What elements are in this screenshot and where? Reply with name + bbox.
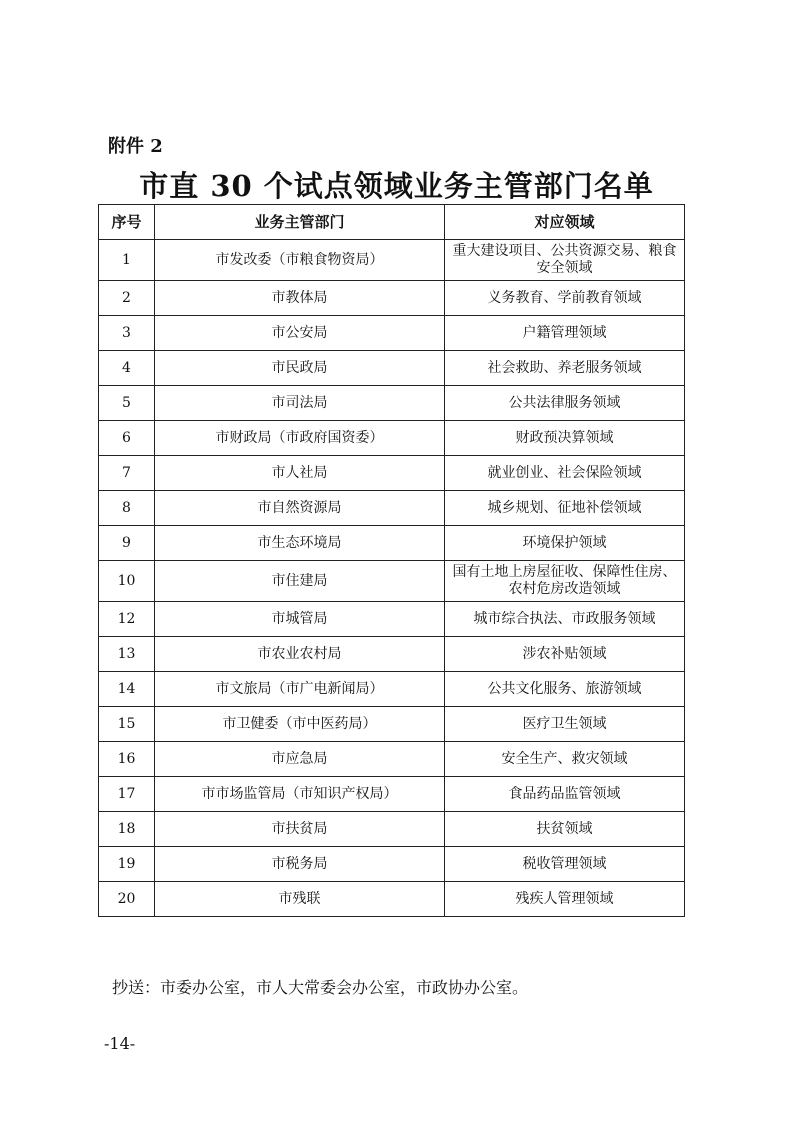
cell-no: 4 (99, 351, 155, 386)
cell-field: 安全生产、救灾领域 (445, 742, 685, 777)
cell-no: 16 (99, 742, 155, 777)
cell-department: 市农业农村局 (155, 637, 445, 672)
table-row (99, 281, 685, 316)
cell-field: 食品药品监管领域 (445, 777, 685, 812)
table-header-row (99, 205, 685, 240)
cell-field: 就业创业、社会保险领域 (445, 456, 685, 491)
cell-no: 15 (99, 707, 155, 742)
cell-department: 市城管局 (155, 602, 445, 637)
cell-field: 户籍管理领域 (445, 316, 685, 351)
cell-department: 市生态环境局 (155, 526, 445, 561)
table-row (99, 240, 685, 281)
table-row (99, 707, 685, 742)
cell-no: 19 (99, 847, 155, 882)
cell-department: 市司法局 (155, 386, 445, 421)
cell-department: 市应急局 (155, 742, 445, 777)
cell-field: 义务教育、学前教育领域 (445, 281, 685, 316)
table-row (99, 421, 685, 456)
table-row (99, 386, 685, 421)
table-row (99, 561, 685, 602)
table-row (99, 491, 685, 526)
table-row (99, 812, 685, 847)
cell-department: 市教体局 (155, 281, 445, 316)
table-row (99, 526, 685, 561)
cell-field: 国有土地上房屋征收、保障性住房、农村危房改造领域 (445, 561, 685, 602)
cell-field: 社会救助、养老服务领域 (445, 351, 685, 386)
cell-no: 14 (99, 672, 155, 707)
cell-department: 市残联 (155, 882, 445, 917)
cell-field: 城市综合执法、市政服务领域 (445, 602, 685, 637)
cell-no: 1 (99, 240, 155, 281)
cell-field: 财政预决算领域 (445, 421, 685, 456)
cell-field: 公共文化服务、旅游领域 (445, 672, 685, 707)
header-department: 业务主管部门 (155, 205, 445, 240)
cell-department: 市财政局（市政府国资委） (155, 421, 445, 456)
page-number: -14- (104, 1034, 136, 1053)
cell-no: 5 (99, 386, 155, 421)
attachment-label: 附件 2 (108, 136, 163, 157)
cell-field: 医疗卫生领域 (445, 707, 685, 742)
table-row (99, 351, 685, 386)
cell-department: 市民政局 (155, 351, 445, 386)
cell-department: 市人社局 (155, 456, 445, 491)
cell-department: 市住建局 (155, 561, 445, 602)
cell-no: 7 (99, 456, 155, 491)
cell-department: 市卫健委（市中医药局） (155, 707, 445, 742)
cell-department: 市文旅局（市广电新闻局） (155, 672, 445, 707)
table-row (99, 777, 685, 812)
table-row (99, 672, 685, 707)
cell-no: 8 (99, 491, 155, 526)
department-table (98, 204, 685, 917)
table-row (99, 602, 685, 637)
header-field: 对应领域 (445, 205, 685, 240)
table-row (99, 847, 685, 882)
cell-department: 市自然资源局 (155, 491, 445, 526)
document-title: 市直 30 个试点领域业务主管部门名单 (139, 169, 654, 203)
cell-field: 重大建设项目、公共资源交易、粮食安全领域 (445, 240, 685, 281)
cell-no: 18 (99, 812, 155, 847)
cell-department: 市发改委（市粮食物资局） (155, 240, 445, 281)
cc-line: 抄送：市委办公室，市人大常委会办公室，市政协办公室。 (112, 978, 529, 997)
cell-no: 10 (99, 561, 155, 602)
cell-no: 2 (99, 281, 155, 316)
cell-no: 20 (99, 882, 155, 917)
header-no: 序号 (99, 205, 155, 240)
cell-no: 12 (99, 602, 155, 637)
table-row (99, 456, 685, 491)
table-row (99, 316, 685, 351)
cell-field: 涉农补贴领域 (445, 637, 685, 672)
cell-field: 扶贫领域 (445, 812, 685, 847)
cell-field: 环境保护领域 (445, 526, 685, 561)
cell-no: 3 (99, 316, 155, 351)
cell-department: 市市场监管局（市知识产权局） (155, 777, 445, 812)
cell-no: 17 (99, 777, 155, 812)
cell-field: 城乡规划、征地补偿领域 (445, 491, 685, 526)
cell-no: 9 (99, 526, 155, 561)
table-row (99, 882, 685, 917)
cell-no: 13 (99, 637, 155, 672)
table-row (99, 742, 685, 777)
cell-department: 市公安局 (155, 316, 445, 351)
table-row (99, 637, 685, 672)
cell-department: 市税务局 (155, 847, 445, 882)
cell-department: 市扶贫局 (155, 812, 445, 847)
cell-field: 残疾人管理领域 (445, 882, 685, 917)
cell-no: 6 (99, 421, 155, 456)
cell-field: 公共法律服务领域 (445, 386, 685, 421)
cell-field: 税收管理领域 (445, 847, 685, 882)
